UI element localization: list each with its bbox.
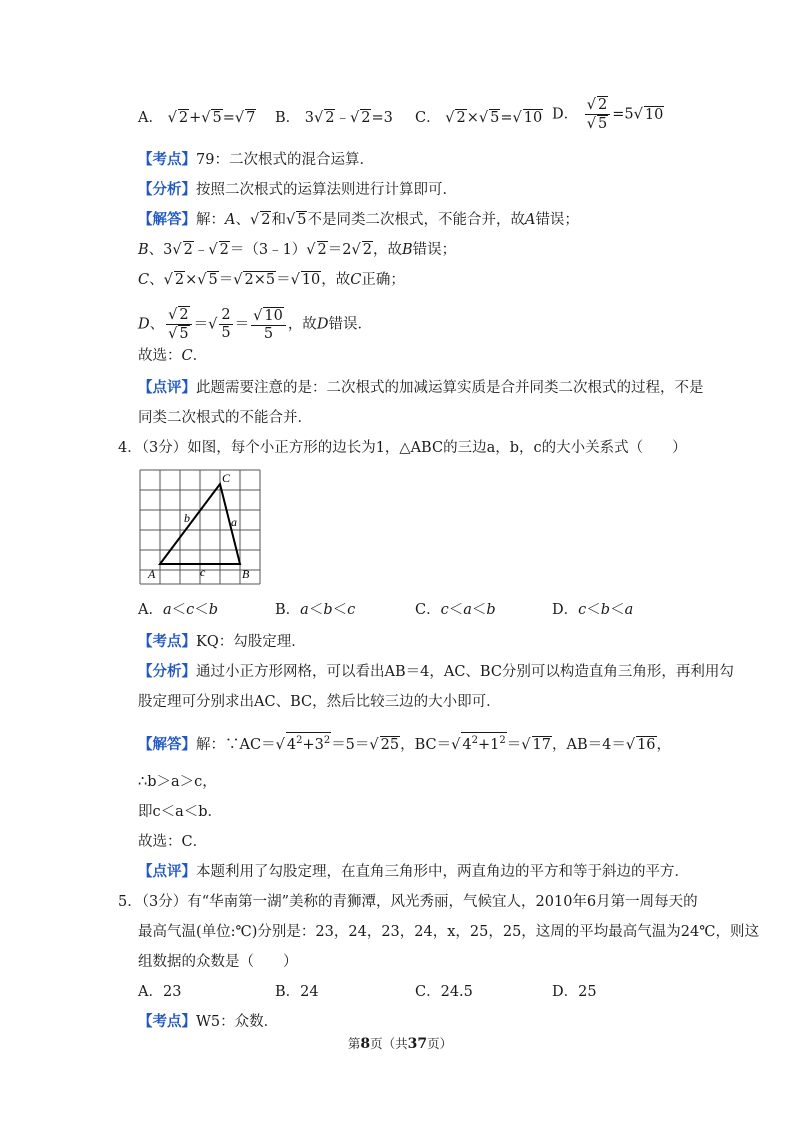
q5-stem-2: 最高气温(单位:℃)分别是：23，24，23，24，x，25，25，这周的平均最高气温为24℃，则这 xyxy=(138,924,759,940)
q3-dianping-1: 【点评】此题需要注意的是：二次根式的加减运算实质是合并同类二次根式的过程，不是 xyxy=(138,379,704,396)
q4-conclusion-2: 即c＜a＜b． xyxy=(138,804,223,820)
q5-option-a: A．23 xyxy=(138,984,182,1000)
q3-option-a: A． √ 2+√ 5=√ 7 xyxy=(138,110,256,126)
q4-grid-figure xyxy=(136,466,266,586)
q4-stem: 4．（3分）如图，每个小正方形的边长为1，△ABC的三边a，b，c的大小关系式（ ） xyxy=(118,440,687,456)
q3-jieda-a: 【解答】解：A、√ 2和√ 5不是同类二次根式，不能合并，故A错误； xyxy=(138,211,579,228)
q3-fenxi: 【分析】按照二次根式的运算法则进行计算即可． xyxy=(138,181,457,198)
label-b: b xyxy=(184,511,190,525)
q3-jieda-d: D、 $\frac{√ 2}{√ 5}$ ＝√ $\frac{2}{5}$ ＝ $\frac{√ 10}{5}$ ，故D错误． xyxy=(138,307,372,342)
q4-option-c: C．c＜a＜b xyxy=(415,602,496,618)
q3-option-d: D． $\frac{√ 2}{√ 5}$ =5√ 10 xyxy=(552,97,664,132)
page-footer: 第8页（共37页） xyxy=(347,1036,453,1052)
q3-jieda-b: B、3√ 2﹣√ 2＝（3﹣1）√ 2＝2√ 2，故B错误； xyxy=(138,242,457,258)
label-a: a xyxy=(231,515,237,529)
label-C: C xyxy=(222,471,231,485)
q5-option-c: C．24.5 xyxy=(415,984,473,1000)
q4-option-d: D．c＜b＜a xyxy=(552,602,634,618)
q3-option-b: B． 3√ 2﹣√ 2=3 xyxy=(275,110,393,126)
q5-kaodian: 【考点】W5：众数． xyxy=(138,1013,279,1030)
q3-option-c: C． √ 2×√ 5=√ 10 xyxy=(415,110,543,126)
q4-kaodian: 【考点】KQ：勾股定理． xyxy=(138,633,306,650)
label-A: A xyxy=(148,567,156,581)
q5-option-d: D．25 xyxy=(552,984,597,1000)
q5-stem-1: 5．（3分）有“华南第一湖”美称的青狮潭，风光秀丽，气候宜人，2010年6月第一周每天的 xyxy=(118,894,698,910)
q3-choose: 故选：C． xyxy=(138,348,208,364)
q4-conclusion-1: ∴b＞a＞c， xyxy=(138,774,217,790)
q5-stem-3: 组数据的众数是（ ） xyxy=(138,954,298,970)
label-B: B xyxy=(242,567,250,581)
q4-option-a: A．a＜c＜b xyxy=(138,602,219,618)
q5-option-b: B．24 xyxy=(275,984,319,1000)
q4-choose: 故选：C． xyxy=(138,834,208,850)
q4-fenxi-2: 股定理可分别求出AC、BC，然后比较三边的大小即可． xyxy=(138,694,501,710)
q3-kaodian: 【考点】79：二次根式的混合运算． xyxy=(138,151,374,168)
q4-jieda: 【解答】解：∵AC＝√ $4^2+3^2=5=√$ 25，BC＝√ $4^2+1^2=√$ 17，AB＝4＝√ 16， xyxy=(138,732,671,755)
q3-dianping-2: 同类二次根式的不能合并． xyxy=(138,410,312,426)
label-c: c xyxy=(200,565,206,579)
q3-jieda-c: C、√ 2×√ 5＝√ 2×5＝√ 10，故C正确； xyxy=(138,272,405,288)
q4-fenxi-1: 【分析】通过小正方形网格，可以看出AB＝4，AC、BC分别可以构造直角三角形，再利用勾 xyxy=(138,663,734,680)
q4-option-b: B．a＜b＜c xyxy=(275,602,356,618)
q4-dianping: 【点评】本题利用了勾股定理，在直角三角形中，两直角边的平方和等于斜边的平方． xyxy=(138,863,689,880)
